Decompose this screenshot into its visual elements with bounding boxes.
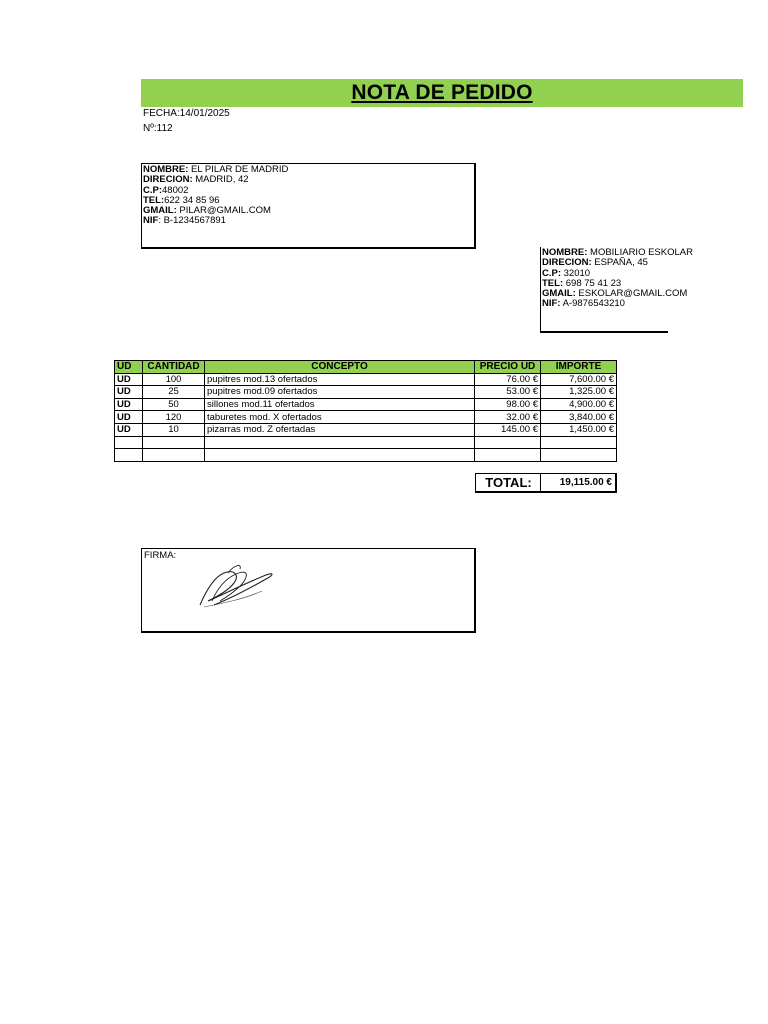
client-nif-row: NIF: B-1234567891 (143, 215, 226, 227)
header-ud: UD (115, 361, 143, 374)
signature-label: FIRMA: (144, 550, 177, 561)
client-address-row: DIRECION: MADRID, 42 (143, 174, 249, 186)
header-cantidad: CANTIDAD (143, 361, 205, 374)
order-number: Nº:112 (143, 123, 173, 134)
header-precio: PRECIO UD (475, 361, 541, 374)
total-value: 19,115.00 € (540, 473, 617, 493)
order-date: FECHA:14/01/2025 (143, 108, 230, 119)
client-tel-row: TEL:622 34 85 96 (143, 194, 220, 206)
supplier-name-row: NOMBRE: MOBILIARIO ESKOLAR (542, 247, 693, 258)
client-address-box (141, 163, 476, 249)
total-label: TOTAL: (475, 473, 541, 493)
supplier-nif-row: NIF: A-9876543210 (542, 298, 625, 310)
table-row: UD 25 pupitres mod.09 ofertados 53.00 € 1,325.00 € (115, 386, 617, 399)
supplier-address-row: DIRECION: ESPAÑA, 45 (542, 257, 648, 269)
page-title: NOTA DE PEDIDO (351, 81, 533, 104)
title-bar (141, 79, 743, 107)
table-row-empty (115, 436, 617, 449)
supplier-tel-row: TEL: 698 75 41 23 (542, 277, 622, 289)
table-header-row (115, 361, 617, 374)
table-row: UD 120 taburetes mod. X ofertados 32.00 € 3,840.00 € (115, 411, 617, 424)
items-table (114, 360, 617, 462)
supplier-address-box (540, 247, 693, 333)
table-row: UD 50 sillones mod.11 ofertados 98.00 € 4,900.00 € (115, 398, 617, 411)
signature-icon (194, 561, 286, 611)
supplier-gmail-row: GMAIL: ESKOLAR@GMAIL.COM (542, 288, 688, 300)
client-gmail-row: GMAIL: PILAR@GMAIL.COM (143, 205, 271, 217)
client-cp-row: C.P:48002 (143, 184, 189, 196)
header-concepto: CONCEPTO (205, 361, 475, 374)
signature-box (141, 548, 476, 633)
supplier-cp-row: C.P: 32010 (542, 267, 591, 279)
table-row: UD 100 pupitres mod.13 ofertados 76.00 € 7,600.00 € (115, 373, 617, 386)
header-importe: IMPORTE (541, 361, 617, 374)
table-row: UD 10 pizarras mod. Z ofertadas 145.00 € 1,450.00 € (115, 423, 617, 436)
client-name-row: NOMBRE: EL PILAR DE MADRID (143, 164, 289, 175)
table-row-empty (115, 449, 617, 462)
